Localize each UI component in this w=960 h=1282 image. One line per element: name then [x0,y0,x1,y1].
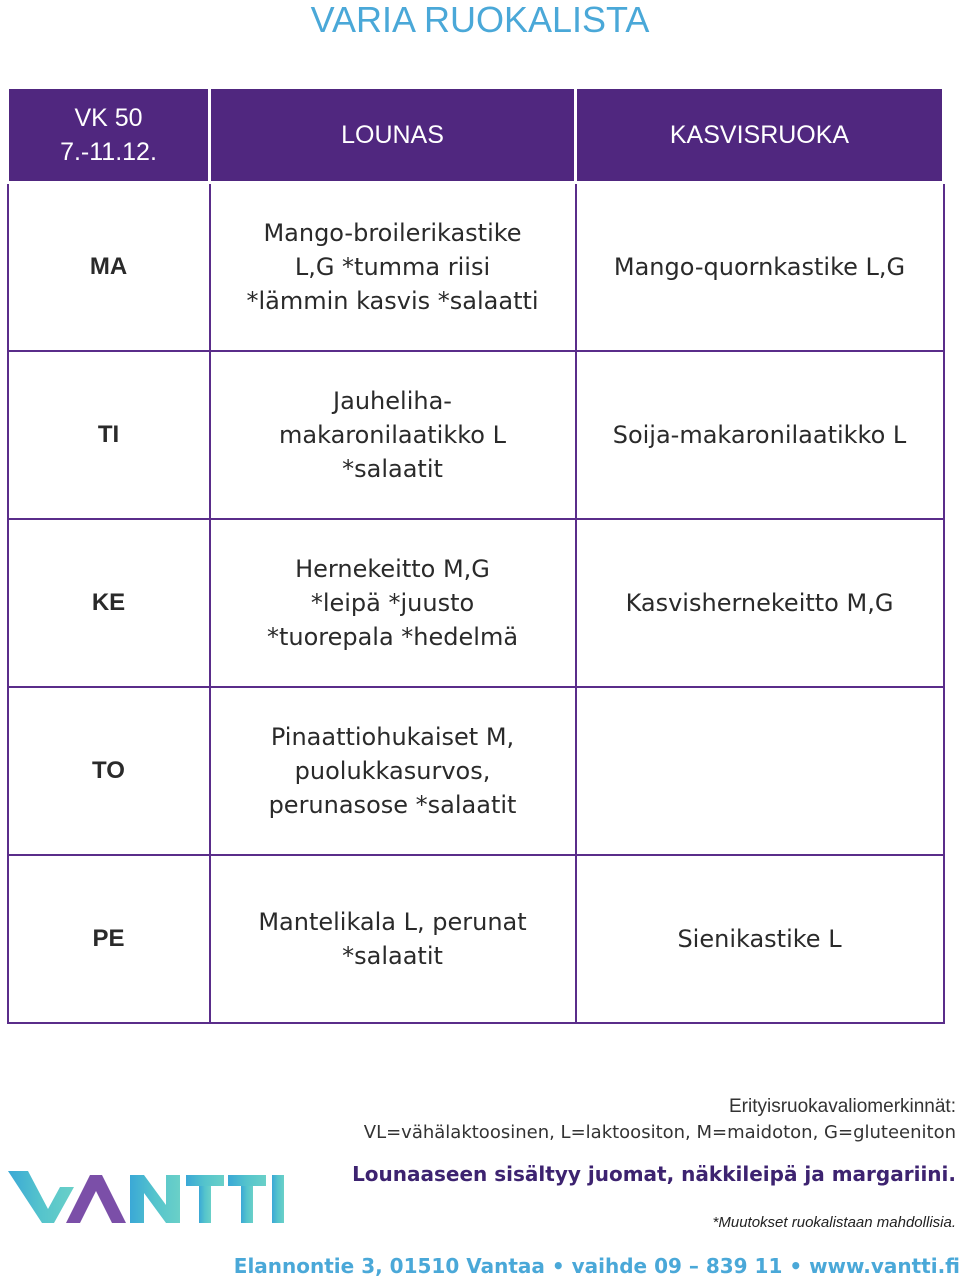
header-row [8,88,944,183]
week-number: VK 50 [74,104,143,132]
lunch-dish-line: *lämmin kasvis *salaatti [246,287,539,315]
veg-dish-line: Kasvishernekeitto M,G [625,589,894,617]
diet-legend: VL=vähälaktoosinen, L=laktoositon, M=maidoton, G=gluteeniton [363,1122,956,1143]
page-title: VARIA RUOKALISTA [310,0,650,40]
lunch-dish [210,519,576,687]
vantti-logo-icon [6,1165,288,1227]
menu-row-ti [8,351,944,519]
menu-table [6,86,945,1024]
lunch-dish-line: *salaatit [342,455,443,483]
lunch-dish-line: *salaatit [342,942,443,970]
day-label: TO [8,687,210,855]
changes-note: *Muutokset ruokalistaan mahdollisia. [712,1214,956,1231]
veg-dish-line: Soija-makaronilaatikko L [612,421,907,449]
lunch-dish-line: perunasose *salaatit [268,791,517,819]
menu-row-ke [8,519,944,687]
lunch-dish [210,183,576,352]
veg-dish-line: Sienikastike L [677,925,842,953]
veg-dish [576,687,944,855]
lunch-dish-line: *tuorepala *hedelmä [266,623,519,651]
veg-dish [576,519,944,687]
lunch-dish-line: makaronilaatikko L [279,421,506,449]
day-label: KE [8,519,210,687]
veg-dish-line: Mango-quornkastike L,G [613,253,906,281]
lunch-dish [210,855,576,1023]
day-label: MA [8,183,210,352]
lunch-dish [210,351,576,519]
address-line: Elannontie 3, 01510 Vantaa • vaihde 09 – 839 11 • www.vantti.fi [233,1254,960,1278]
lunch-dish-line: L,G *tumma riisi [294,253,491,281]
veg-dish [576,855,944,1023]
lunch-dish-line: Pinaattiohukaiset M, [270,723,515,751]
day-label: PE [8,855,210,1023]
lunch-header: LOUNAS [210,88,576,183]
lunch-dish-line: Mango-broilerikastike [263,219,522,247]
lunch-dish-line: Hernekeitto M,G [295,555,490,583]
day-label: TI [8,351,210,519]
veg-dish [576,351,944,519]
diet-legend-title: Erityisruokavaliomerkinnät: [728,1096,956,1117]
week-dates: 7.-11.12. [60,138,157,166]
veg-dish [576,183,944,352]
menu-row-pe [8,855,944,1023]
lunch-dish-line: *leipä *juusto [310,589,475,617]
included-note: Lounaaseen sisältyy juomat, näkkileipä ja margariini. [352,1162,956,1186]
week-header [8,88,210,183]
veg-header: KASVISRUOKA [576,88,944,183]
menu-row-ma [8,183,944,352]
lunch-dish [210,687,576,855]
lunch-dish-line: Mantelikala L, perunat [258,908,527,936]
lunch-dish-line: puolukkasurvos, [294,757,491,785]
lunch-dish-line: Jauheliha- [333,387,452,415]
menu-row-to [8,687,944,855]
